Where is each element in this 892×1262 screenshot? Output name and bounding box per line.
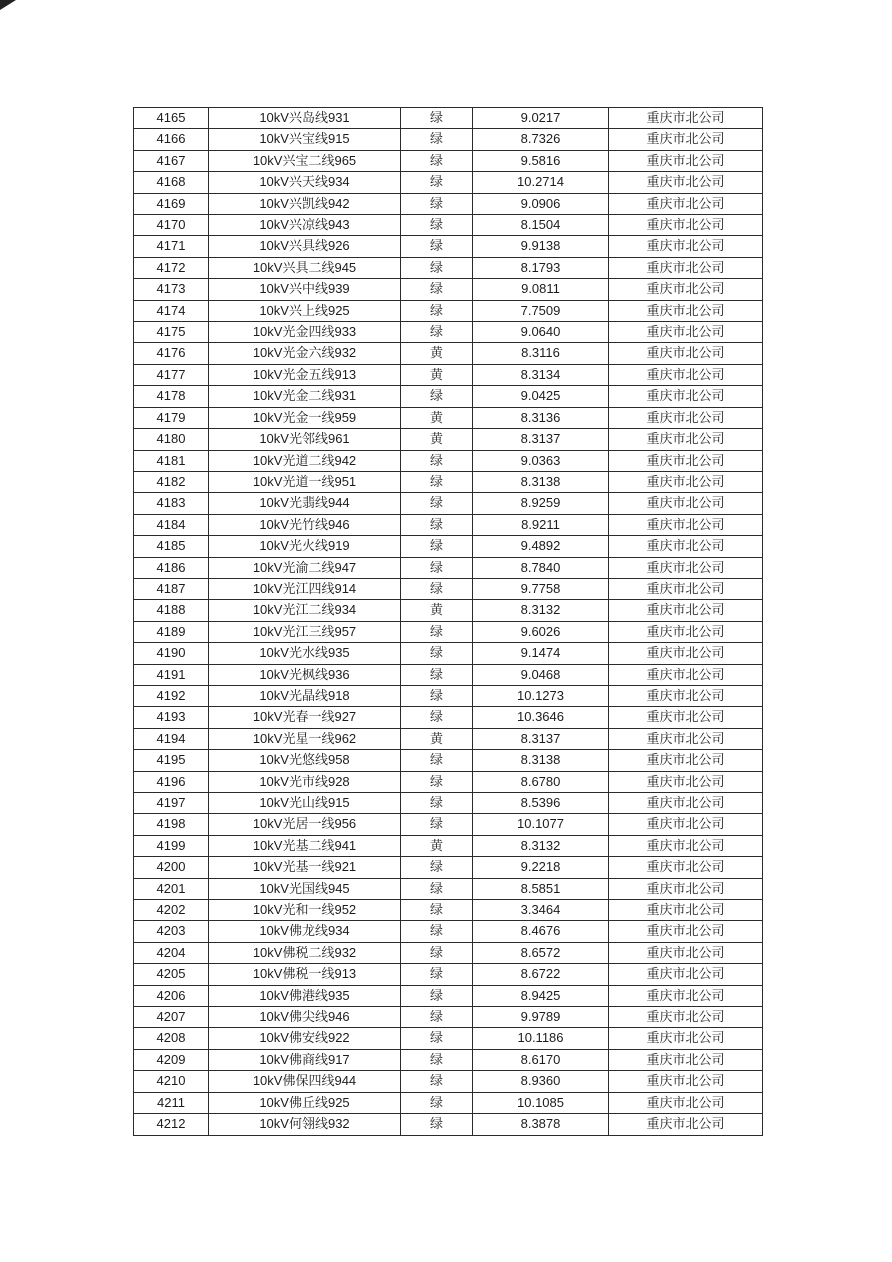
cell-company-name: 重庆市北公司 <box>609 236 763 257</box>
cell-company-name: 重庆市北公司 <box>609 600 763 621</box>
cell-line-name: 10kV光晶线918 <box>209 685 401 706</box>
cell-serial-number: 4170 <box>134 215 209 236</box>
cell-serial-number: 4179 <box>134 407 209 428</box>
cell-serial-number: 4203 <box>134 921 209 942</box>
cell-serial-number: 4210 <box>134 1071 209 1092</box>
cell-company-name: 重庆市北公司 <box>609 621 763 642</box>
cell-line-name: 10kV兴凉线943 <box>209 215 401 236</box>
table-row <box>134 1007 763 1028</box>
cell-company-name: 重庆市北公司 <box>609 557 763 578</box>
cell-line-name: 10kV光江三线957 <box>209 621 401 642</box>
cell-serial-number: 4205 <box>134 964 209 985</box>
cell-company-name: 重庆市北公司 <box>609 814 763 835</box>
cell-company-name: 重庆市北公司 <box>609 857 763 878</box>
cell-serial-number: 4192 <box>134 685 209 706</box>
table-row <box>134 386 763 407</box>
cell-status-color: 绿 <box>401 793 473 814</box>
cell-status-color: 绿 <box>401 150 473 171</box>
table-row <box>134 942 763 963</box>
table-row <box>134 1049 763 1070</box>
cell-status-color: 绿 <box>401 942 473 963</box>
cell-company-name: 重庆市北公司 <box>609 364 763 385</box>
cell-value: 9.0468 <box>473 664 609 685</box>
cell-serial-number: 4193 <box>134 707 209 728</box>
cell-status-color: 绿 <box>401 279 473 300</box>
table-row <box>134 514 763 535</box>
cell-status-color: 绿 <box>401 471 473 492</box>
cell-company-name: 重庆市北公司 <box>609 429 763 450</box>
cell-company-name: 重庆市北公司 <box>609 771 763 792</box>
cell-line-name: 10kV佛保四线944 <box>209 1071 401 1092</box>
cell-value: 9.9138 <box>473 236 609 257</box>
cell-line-name: 10kV光邻线961 <box>209 429 401 450</box>
table-row <box>134 236 763 257</box>
cell-line-name: 10kV兴中线939 <box>209 279 401 300</box>
cell-status-color: 黄 <box>401 364 473 385</box>
table-row <box>134 343 763 364</box>
cell-value: 9.0906 <box>473 193 609 214</box>
cell-company-name: 重庆市北公司 <box>609 1092 763 1113</box>
cell-serial-number: 4187 <box>134 578 209 599</box>
cell-value: 9.0217 <box>473 108 609 129</box>
cell-status-color: 绿 <box>401 108 473 129</box>
cell-company-name: 重庆市北公司 <box>609 964 763 985</box>
cell-serial-number: 4181 <box>134 450 209 471</box>
cell-company-name: 重庆市北公司 <box>609 215 763 236</box>
cell-serial-number: 4202 <box>134 900 209 921</box>
power-line-table <box>133 107 763 1136</box>
cell-company-name: 重庆市北公司 <box>609 322 763 343</box>
cell-status-color: 绿 <box>401 814 473 835</box>
table-row <box>134 429 763 450</box>
cell-value: 8.5851 <box>473 878 609 899</box>
cell-value: 9.4892 <box>473 536 609 557</box>
cell-status-color: 绿 <box>401 664 473 685</box>
table-row <box>134 450 763 471</box>
cell-serial-number: 4200 <box>134 857 209 878</box>
cell-line-name: 10kV光居一线956 <box>209 814 401 835</box>
table-row <box>134 407 763 428</box>
cell-status-color: 绿 <box>401 1049 473 1070</box>
table-row <box>134 471 763 492</box>
cell-company-name: 重庆市北公司 <box>609 450 763 471</box>
cell-line-name: 10kV光渝二线947 <box>209 557 401 578</box>
cell-company-name: 重庆市北公司 <box>609 1071 763 1092</box>
cell-value: 9.5816 <box>473 150 609 171</box>
cell-line-name: 10kV光春一线927 <box>209 707 401 728</box>
cell-line-name: 10kV兴天线934 <box>209 172 401 193</box>
cell-line-name: 10kV佛尖线946 <box>209 1007 401 1028</box>
table-row <box>134 750 763 771</box>
cell-value: 9.2218 <box>473 857 609 878</box>
cell-line-name: 10kV光金五线913 <box>209 364 401 385</box>
cell-status-color: 绿 <box>401 215 473 236</box>
table-row <box>134 1092 763 1113</box>
table-row <box>134 300 763 321</box>
cell-company-name: 重庆市北公司 <box>609 793 763 814</box>
cell-company-name: 重庆市北公司 <box>609 707 763 728</box>
cell-serial-number: 4183 <box>134 493 209 514</box>
cell-serial-number: 4196 <box>134 771 209 792</box>
cell-company-name: 重庆市北公司 <box>609 493 763 514</box>
cell-status-color: 绿 <box>401 578 473 599</box>
cell-value: 8.5396 <box>473 793 609 814</box>
table-row <box>134 364 763 385</box>
cell-value: 8.6722 <box>473 964 609 985</box>
cell-status-color: 绿 <box>401 750 473 771</box>
cell-company-name: 重庆市北公司 <box>609 900 763 921</box>
cell-value: 10.2714 <box>473 172 609 193</box>
cell-line-name: 10kV光金四线933 <box>209 322 401 343</box>
cell-line-name: 10kV兴凯线942 <box>209 193 401 214</box>
cell-value: 3.3464 <box>473 900 609 921</box>
cell-value: 9.7758 <box>473 578 609 599</box>
cell-serial-number: 4180 <box>134 429 209 450</box>
table-row <box>134 900 763 921</box>
cell-company-name: 重庆市北公司 <box>609 536 763 557</box>
table-body <box>134 108 763 1136</box>
table-row <box>134 814 763 835</box>
cell-line-name: 10kV光悠线958 <box>209 750 401 771</box>
cell-status-color: 绿 <box>401 557 473 578</box>
cell-company-name: 重庆市北公司 <box>609 471 763 492</box>
cell-company-name: 重庆市北公司 <box>609 728 763 749</box>
cell-company-name: 重庆市北公司 <box>609 578 763 599</box>
cell-status-color: 绿 <box>401 1071 473 1092</box>
cell-status-color: 绿 <box>401 193 473 214</box>
cell-status-color: 绿 <box>401 1007 473 1028</box>
cell-value: 10.1085 <box>473 1092 609 1113</box>
cell-line-name: 10kV光水线935 <box>209 643 401 664</box>
table-row <box>134 771 763 792</box>
cell-serial-number: 4172 <box>134 257 209 278</box>
cell-company-name: 重庆市北公司 <box>609 1007 763 1028</box>
cell-value: 10.1186 <box>473 1028 609 1049</box>
table-row <box>134 557 763 578</box>
table-row <box>134 964 763 985</box>
cell-value: 9.9789 <box>473 1007 609 1028</box>
cell-company-name: 重庆市北公司 <box>609 1114 763 1135</box>
cell-value: 8.3137 <box>473 429 609 450</box>
cell-status-color: 绿 <box>401 1092 473 1113</box>
cell-status-color: 绿 <box>401 514 473 535</box>
cell-line-name: 10kV佛丘线925 <box>209 1092 401 1113</box>
cell-line-name: 10kV佛税二线932 <box>209 942 401 963</box>
cell-value: 9.0425 <box>473 386 609 407</box>
cell-company-name: 重庆市北公司 <box>609 343 763 364</box>
cell-status-color: 绿 <box>401 172 473 193</box>
cell-value: 7.7509 <box>473 300 609 321</box>
table-row <box>134 600 763 621</box>
cell-status-color: 黄 <box>401 600 473 621</box>
table-row <box>134 1028 763 1049</box>
cell-company-name: 重庆市北公司 <box>609 685 763 706</box>
table-row <box>134 129 763 150</box>
cell-value: 10.3646 <box>473 707 609 728</box>
cell-serial-number: 4177 <box>134 364 209 385</box>
table-row <box>134 257 763 278</box>
cell-value: 8.6780 <box>473 771 609 792</box>
table-row <box>134 1071 763 1092</box>
cell-value: 8.1793 <box>473 257 609 278</box>
cell-line-name: 10kV何翎线932 <box>209 1114 401 1135</box>
cell-line-name: 10kV佛商线917 <box>209 1049 401 1070</box>
cell-serial-number: 4188 <box>134 600 209 621</box>
cell-status-color: 绿 <box>401 129 473 150</box>
cell-company-name: 重庆市北公司 <box>609 664 763 685</box>
cell-serial-number: 4197 <box>134 793 209 814</box>
cell-value: 8.3878 <box>473 1114 609 1135</box>
cell-serial-number: 4167 <box>134 150 209 171</box>
cell-company-name: 重庆市北公司 <box>609 386 763 407</box>
cell-serial-number: 4191 <box>134 664 209 685</box>
cell-status-color: 绿 <box>401 921 473 942</box>
cell-line-name: 10kV光和一线952 <box>209 900 401 921</box>
cell-serial-number: 4207 <box>134 1007 209 1028</box>
cell-company-name: 重庆市北公司 <box>609 921 763 942</box>
table-row <box>134 536 763 557</box>
cell-value: 8.6170 <box>473 1049 609 1070</box>
table-row <box>134 1114 763 1135</box>
cell-line-name: 10kV兴具二线945 <box>209 257 401 278</box>
table-row <box>134 643 763 664</box>
cell-value: 8.3138 <box>473 750 609 771</box>
cell-serial-number: 4204 <box>134 942 209 963</box>
table-row <box>134 322 763 343</box>
cell-company-name: 重庆市北公司 <box>609 878 763 899</box>
cell-company-name: 重庆市北公司 <box>609 300 763 321</box>
cell-value: 8.6572 <box>473 942 609 963</box>
cell-line-name: 10kV佛港线935 <box>209 985 401 1006</box>
cell-status-color: 绿 <box>401 900 473 921</box>
table-row <box>134 578 763 599</box>
cell-value: 10.1273 <box>473 685 609 706</box>
table-row <box>134 921 763 942</box>
cell-serial-number: 4178 <box>134 386 209 407</box>
cell-value: 8.4676 <box>473 921 609 942</box>
cell-value: 8.1504 <box>473 215 609 236</box>
cell-line-name: 10kV光山线915 <box>209 793 401 814</box>
cell-line-name: 10kV光金一线959 <box>209 407 401 428</box>
table-row <box>134 193 763 214</box>
cell-line-name: 10kV兴上线925 <box>209 300 401 321</box>
table-row <box>134 857 763 878</box>
cell-serial-number: 4166 <box>134 129 209 150</box>
cell-serial-number: 4190 <box>134 643 209 664</box>
cell-company-name: 重庆市北公司 <box>609 193 763 214</box>
cell-company-name: 重庆市北公司 <box>609 150 763 171</box>
cell-company-name: 重庆市北公司 <box>609 750 763 771</box>
table-row <box>134 985 763 1006</box>
cell-status-color: 绿 <box>401 964 473 985</box>
cell-status-color: 绿 <box>401 300 473 321</box>
cell-serial-number: 4206 <box>134 985 209 1006</box>
cell-line-name: 10kV兴宝线915 <box>209 129 401 150</box>
cell-company-name: 重庆市北公司 <box>609 835 763 856</box>
cell-status-color: 绿 <box>401 643 473 664</box>
cell-value: 8.9360 <box>473 1071 609 1092</box>
cell-status-color: 绿 <box>401 493 473 514</box>
cell-status-color: 黄 <box>401 343 473 364</box>
table-row <box>134 621 763 642</box>
cell-serial-number: 4209 <box>134 1049 209 1070</box>
cell-line-name: 10kV光竹线946 <box>209 514 401 535</box>
table-row <box>134 728 763 749</box>
cell-status-color: 绿 <box>401 322 473 343</box>
cell-value: 8.9259 <box>473 493 609 514</box>
cell-company-name: 重庆市北公司 <box>609 942 763 963</box>
cell-value: 8.7326 <box>473 129 609 150</box>
cell-serial-number: 4186 <box>134 557 209 578</box>
cell-serial-number: 4211 <box>134 1092 209 1113</box>
cell-serial-number: 4184 <box>134 514 209 535</box>
cell-status-color: 绿 <box>401 257 473 278</box>
cell-status-color: 绿 <box>401 707 473 728</box>
cell-line-name: 10kV光金六线932 <box>209 343 401 364</box>
cell-status-color: 绿 <box>401 386 473 407</box>
cell-line-name: 10kV光基二线941 <box>209 835 401 856</box>
cell-line-name: 10kV光基一线921 <box>209 857 401 878</box>
cell-line-name: 10kV光市线928 <box>209 771 401 792</box>
table-row <box>134 664 763 685</box>
cell-line-name: 10kV光翡线944 <box>209 493 401 514</box>
table-row <box>134 172 763 193</box>
cell-line-name: 10kV光火线919 <box>209 536 401 557</box>
table-row <box>134 493 763 514</box>
cell-serial-number: 4169 <box>134 193 209 214</box>
cell-line-name: 10kV光国线945 <box>209 878 401 899</box>
cell-line-name: 10kV兴具线926 <box>209 236 401 257</box>
cell-serial-number: 4189 <box>134 621 209 642</box>
cell-status-color: 绿 <box>401 857 473 878</box>
cell-company-name: 重庆市北公司 <box>609 257 763 278</box>
cell-company-name: 重庆市北公司 <box>609 643 763 664</box>
table-row <box>134 878 763 899</box>
cell-status-color: 黄 <box>401 728 473 749</box>
cell-line-name: 10kV光金二线931 <box>209 386 401 407</box>
cell-line-name: 10kV兴岛线931 <box>209 108 401 129</box>
cell-line-name: 10kV光道二线942 <box>209 450 401 471</box>
cell-line-name: 10kV佛龙线934 <box>209 921 401 942</box>
cell-value: 9.0640 <box>473 322 609 343</box>
table-row <box>134 108 763 129</box>
cell-company-name: 重庆市北公司 <box>609 407 763 428</box>
cell-serial-number: 4175 <box>134 322 209 343</box>
cell-company-name: 重庆市北公司 <box>609 279 763 300</box>
cell-value: 9.1474 <box>473 643 609 664</box>
cell-company-name: 重庆市北公司 <box>609 172 763 193</box>
cell-company-name: 重庆市北公司 <box>609 1049 763 1070</box>
cell-value: 8.3116 <box>473 343 609 364</box>
table-row <box>134 685 763 706</box>
table-row <box>134 279 763 300</box>
cell-value: 10.1077 <box>473 814 609 835</box>
cell-serial-number: 4212 <box>134 1114 209 1135</box>
cell-serial-number: 4171 <box>134 236 209 257</box>
cell-serial-number: 4185 <box>134 536 209 557</box>
table-row <box>134 215 763 236</box>
cell-value: 8.3132 <box>473 835 609 856</box>
cell-status-color: 绿 <box>401 771 473 792</box>
cell-status-color: 绿 <box>401 621 473 642</box>
cell-status-color: 绿 <box>401 878 473 899</box>
cell-status-color: 绿 <box>401 1028 473 1049</box>
cell-value: 9.6026 <box>473 621 609 642</box>
cell-status-color: 黄 <box>401 835 473 856</box>
cell-company-name: 重庆市北公司 <box>609 108 763 129</box>
cell-serial-number: 4174 <box>134 300 209 321</box>
cell-line-name: 10kV光星一线962 <box>209 728 401 749</box>
cell-line-name: 10kV光枫线936 <box>209 664 401 685</box>
cell-line-name: 10kV佛安线922 <box>209 1028 401 1049</box>
cell-status-color: 绿 <box>401 236 473 257</box>
page-corner-artifact <box>0 0 16 10</box>
table-row <box>134 835 763 856</box>
cell-line-name: 10kV光道一线951 <box>209 471 401 492</box>
cell-serial-number: 4208 <box>134 1028 209 1049</box>
cell-serial-number: 4173 <box>134 279 209 300</box>
cell-serial-number: 4198 <box>134 814 209 835</box>
cell-value: 8.9425 <box>473 985 609 1006</box>
cell-value: 8.7840 <box>473 557 609 578</box>
cell-serial-number: 4182 <box>134 471 209 492</box>
cell-company-name: 重庆市北公司 <box>609 985 763 1006</box>
cell-status-color: 绿 <box>401 536 473 557</box>
cell-value: 8.9211 <box>473 514 609 535</box>
cell-status-color: 黄 <box>401 407 473 428</box>
table-row <box>134 707 763 728</box>
cell-status-color: 绿 <box>401 450 473 471</box>
table-row <box>134 793 763 814</box>
cell-line-name: 10kV光江二线934 <box>209 600 401 621</box>
cell-serial-number: 4165 <box>134 108 209 129</box>
cell-serial-number: 4168 <box>134 172 209 193</box>
cell-company-name: 重庆市北公司 <box>609 514 763 535</box>
cell-value: 9.0811 <box>473 279 609 300</box>
cell-serial-number: 4194 <box>134 728 209 749</box>
cell-status-color: 绿 <box>401 685 473 706</box>
cell-value: 8.3132 <box>473 600 609 621</box>
cell-serial-number: 4201 <box>134 878 209 899</box>
cell-status-color: 绿 <box>401 1114 473 1135</box>
cell-value: 8.3137 <box>473 728 609 749</box>
cell-serial-number: 4195 <box>134 750 209 771</box>
cell-value: 8.3138 <box>473 471 609 492</box>
cell-value: 8.3134 <box>473 364 609 385</box>
cell-serial-number: 4176 <box>134 343 209 364</box>
cell-line-name: 10kV佛税一线913 <box>209 964 401 985</box>
cell-line-name: 10kV兴宝二线965 <box>209 150 401 171</box>
table-row <box>134 150 763 171</box>
cell-value: 8.3136 <box>473 407 609 428</box>
cell-status-color: 黄 <box>401 429 473 450</box>
cell-status-color: 绿 <box>401 985 473 1006</box>
cell-company-name: 重庆市北公司 <box>609 129 763 150</box>
cell-value: 9.0363 <box>473 450 609 471</box>
cell-company-name: 重庆市北公司 <box>609 1028 763 1049</box>
cell-line-name: 10kV光江四线914 <box>209 578 401 599</box>
cell-serial-number: 4199 <box>134 835 209 856</box>
